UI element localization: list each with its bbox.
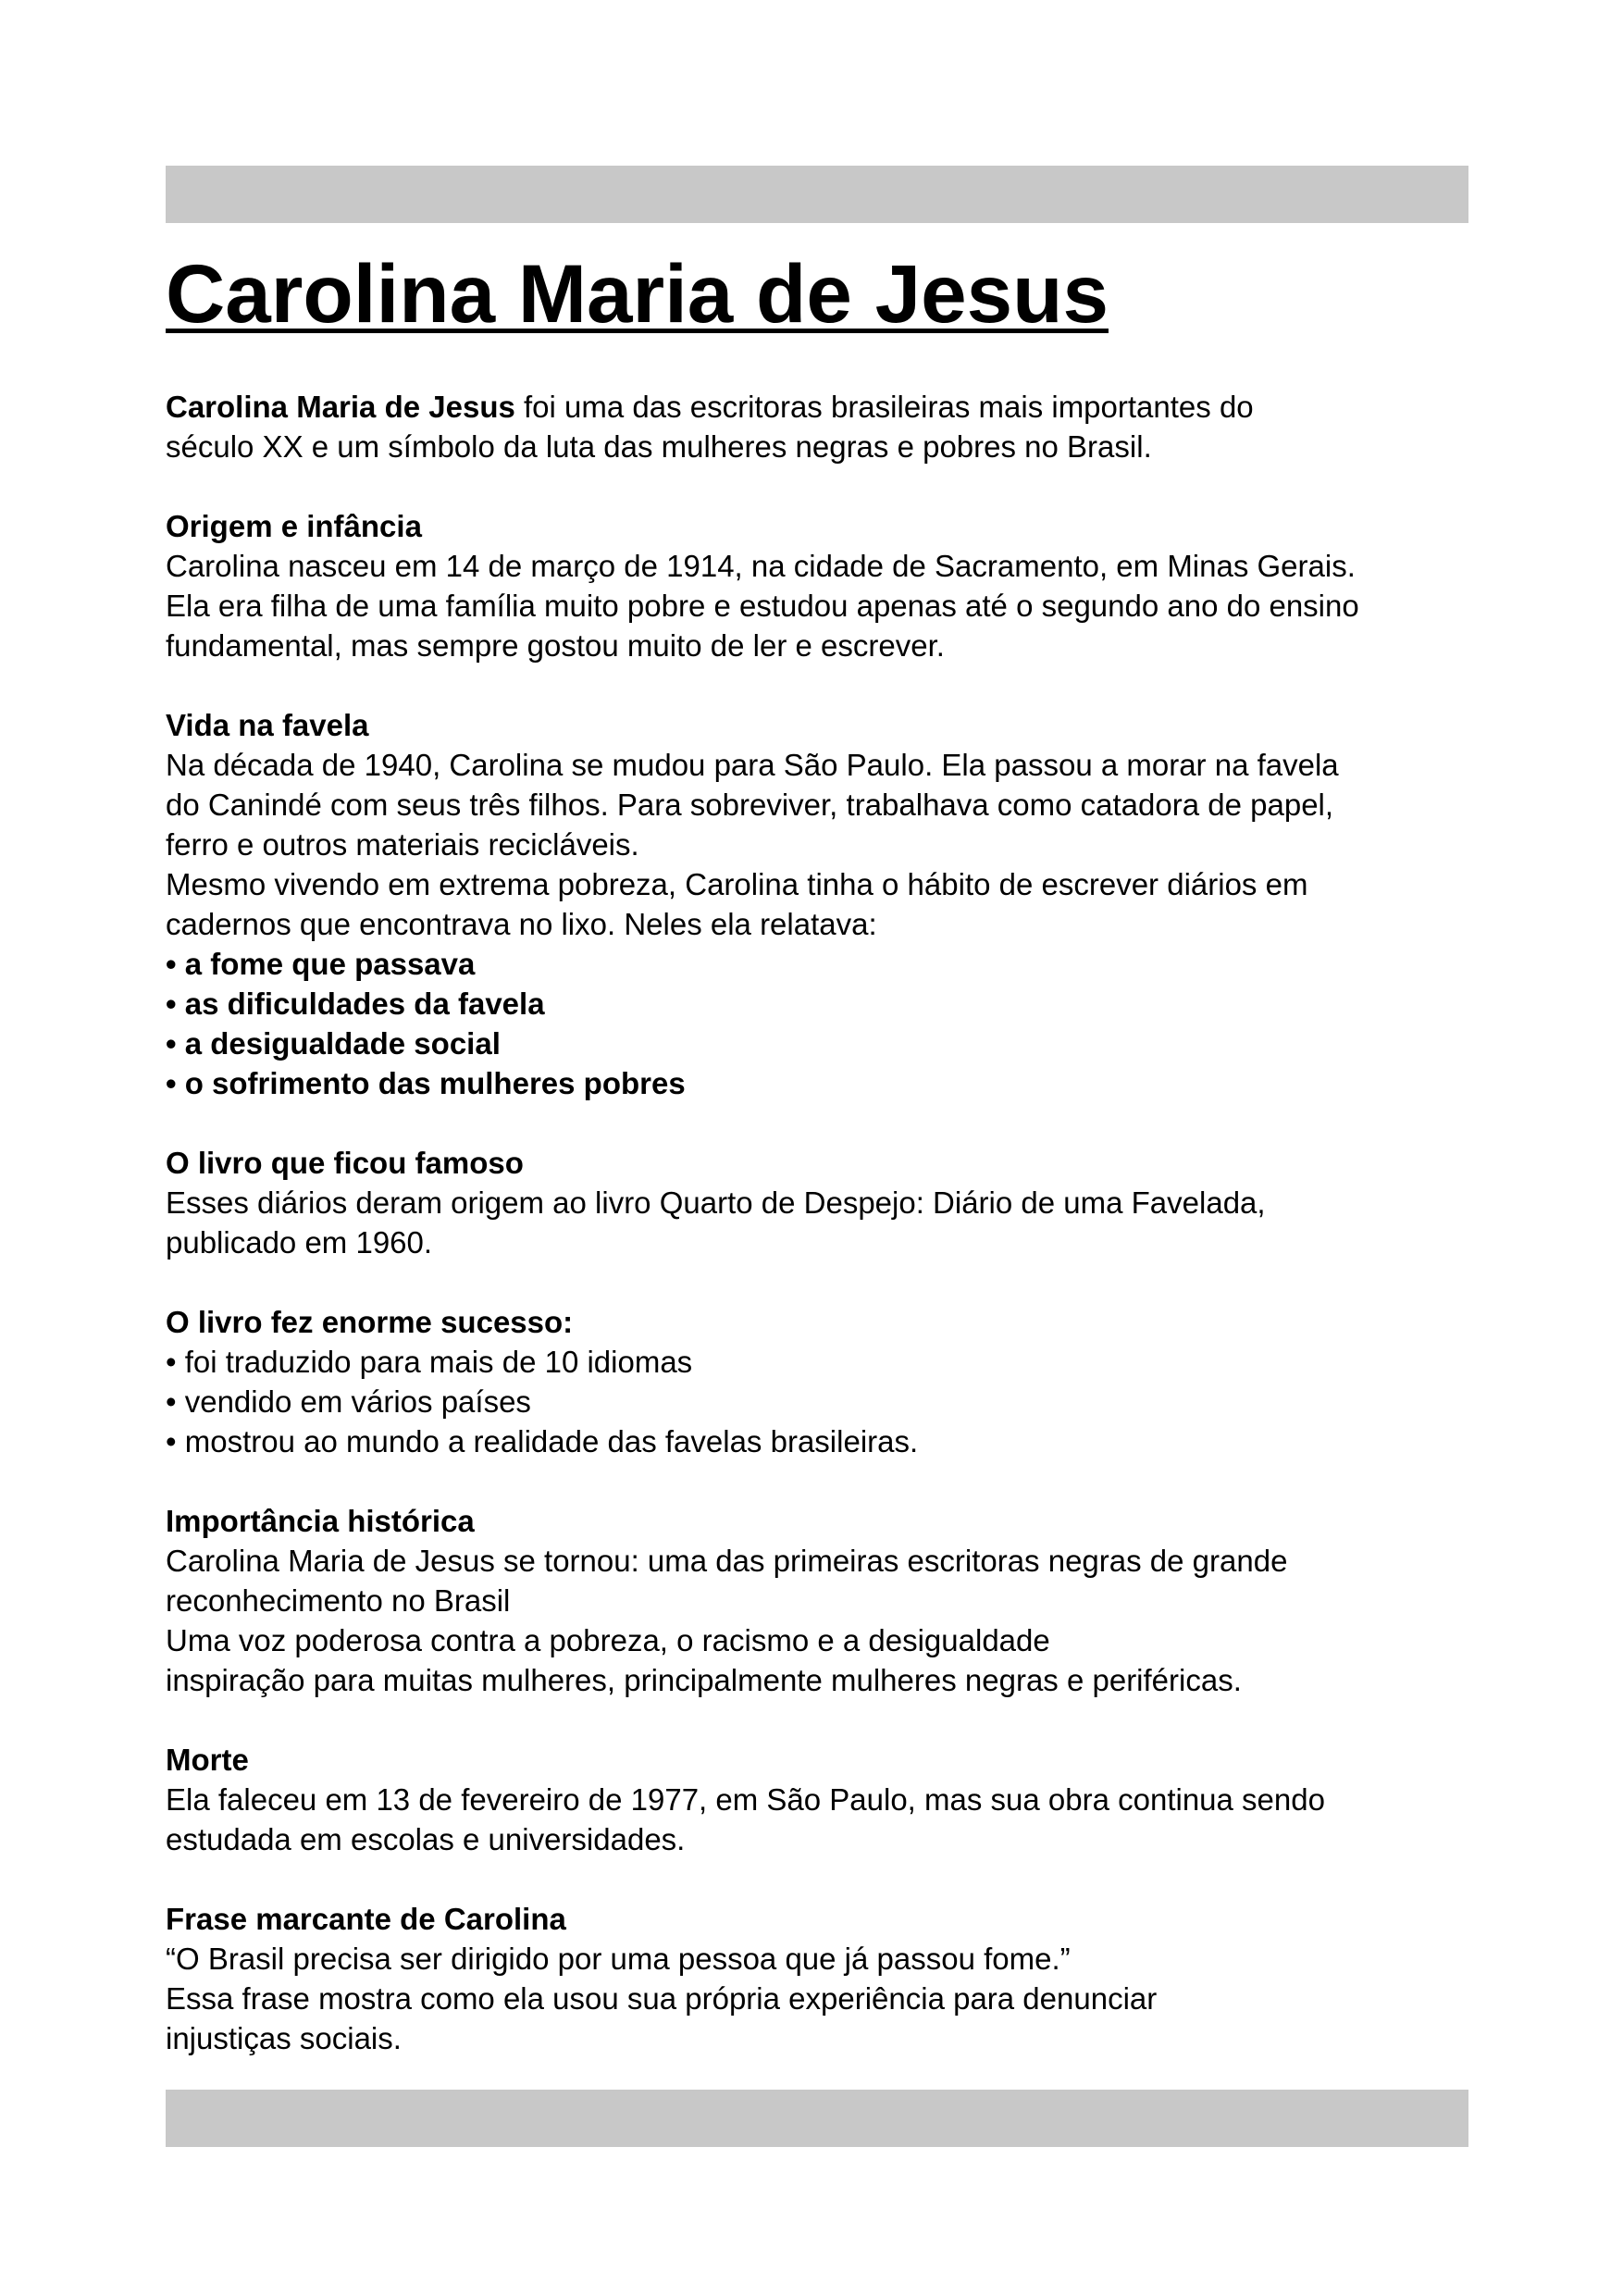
section-heading: Frase marcante de Carolina	[166, 1902, 566, 1936]
text-line: do Canindé com seus três filhos. Para sobreviver, trabalhava como catadora de papel,	[166, 788, 1334, 822]
footer-bar	[166, 2090, 1468, 2147]
intro-line1-text: foi uma das escritoras brasileiras mais importantes do	[514, 390, 1254, 424]
header-bar	[166, 166, 1468, 223]
bullet-item: • mostrou ao mundo a realidade das favelas brasileiras.	[166, 1424, 919, 1458]
section-morte	[166, 1740, 1470, 1859]
intro-line2: século XX e um símbolo da luta das mulheres negras e pobres no Brasil.	[166, 429, 1152, 464]
text-line: injustiças sociais.	[166, 2021, 402, 2055]
section-heading: Morte	[166, 1743, 249, 1777]
text-line: Ela era filha de uma família muito pobre e estudou apenas até o segundo ano do ensino	[166, 589, 1359, 623]
text-line: Essa frase mostra como ela usou sua própria experiência para denunciar	[166, 1981, 1158, 2016]
section-heading: Importância histórica	[166, 1504, 475, 1538]
text-line: ferro e outros materiais recicláveis.	[166, 827, 639, 862]
section-heading: Vida na favela	[166, 708, 369, 742]
section-frase	[166, 1899, 1470, 2058]
text-line: Esses diários deram origem ao livro Quarto de Despejo: Diário de uma Favelada,	[166, 1185, 1266, 1220]
text-line: Carolina nasceu em 14 de março de 1914, na cidade de Sacramento, em Minas Gerais.	[166, 549, 1356, 583]
page-title: Carolina Maria de Jesus	[166, 247, 1109, 340]
section-importancia	[166, 1501, 1470, 1700]
text-line: publicado em 1960.	[166, 1225, 433, 1260]
section-sucesso	[166, 1302, 1470, 1461]
section-origem	[166, 506, 1470, 665]
intro-paragraph	[166, 387, 1470, 466]
document-body	[166, 387, 1470, 2058]
section-heading: O livro que ficou famoso	[166, 1146, 524, 1180]
bullet-item: • o sofrimento das mulheres pobres	[166, 1066, 686, 1100]
section-heading: Origem e infância	[166, 509, 422, 543]
text-line: Mesmo vivendo em extrema pobreza, Carolina tinha o hábito de escrever diários em	[166, 867, 1308, 901]
text-line: reconhecimento no Brasil	[166, 1583, 511, 1618]
section-heading: O livro fez enorme sucesso:	[166, 1305, 574, 1339]
text-line: fundamental, mas sempre gostou muito de ler e escrever.	[166, 628, 945, 663]
text-line: estudada em escolas e universidades.	[166, 1822, 686, 1856]
text-line: cadernos que encontrava no lixo. Neles ela relatava:	[166, 907, 877, 941]
bullet-item: • a fome que passava	[166, 947, 476, 981]
intro-name: Carolina Maria de Jesus	[166, 390, 515, 424]
section-favela	[166, 705, 1470, 1103]
text-line: Na década de 1940, Carolina se mudou para São Paulo. Ela passou a morar na favela	[166, 748, 1339, 782]
bullet-item: • as dificuldades da favela	[166, 987, 545, 1021]
text-line: Ela faleceu em 13 de fevereiro de 1977, em São Paulo, mas sua obra continua sendo	[166, 1782, 1325, 1817]
bullet-item: • foi traduzido para mais de 10 idiomas	[166, 1345, 693, 1379]
text-line: Uma voz poderosa contra a pobreza, o racismo e a desigualdade	[166, 1623, 1050, 1657]
intro-line	[166, 387, 1470, 427]
bullet-item: • vendido em vários países	[166, 1384, 531, 1419]
bullet-item: • a desigualdade social	[166, 1026, 501, 1061]
quote-line: “O Brasil precisa ser dirigido por uma pessoa que já passou fome.”	[166, 1942, 1071, 1976]
text-line: inspiração para muitas mulheres, principalmente mulheres negras e periféricas.	[166, 1663, 1242, 1697]
section-livro	[166, 1143, 1470, 1262]
text-line: Carolina Maria de Jesus se tornou: uma das primeiras escritoras negras de grande	[166, 1544, 1288, 1578]
